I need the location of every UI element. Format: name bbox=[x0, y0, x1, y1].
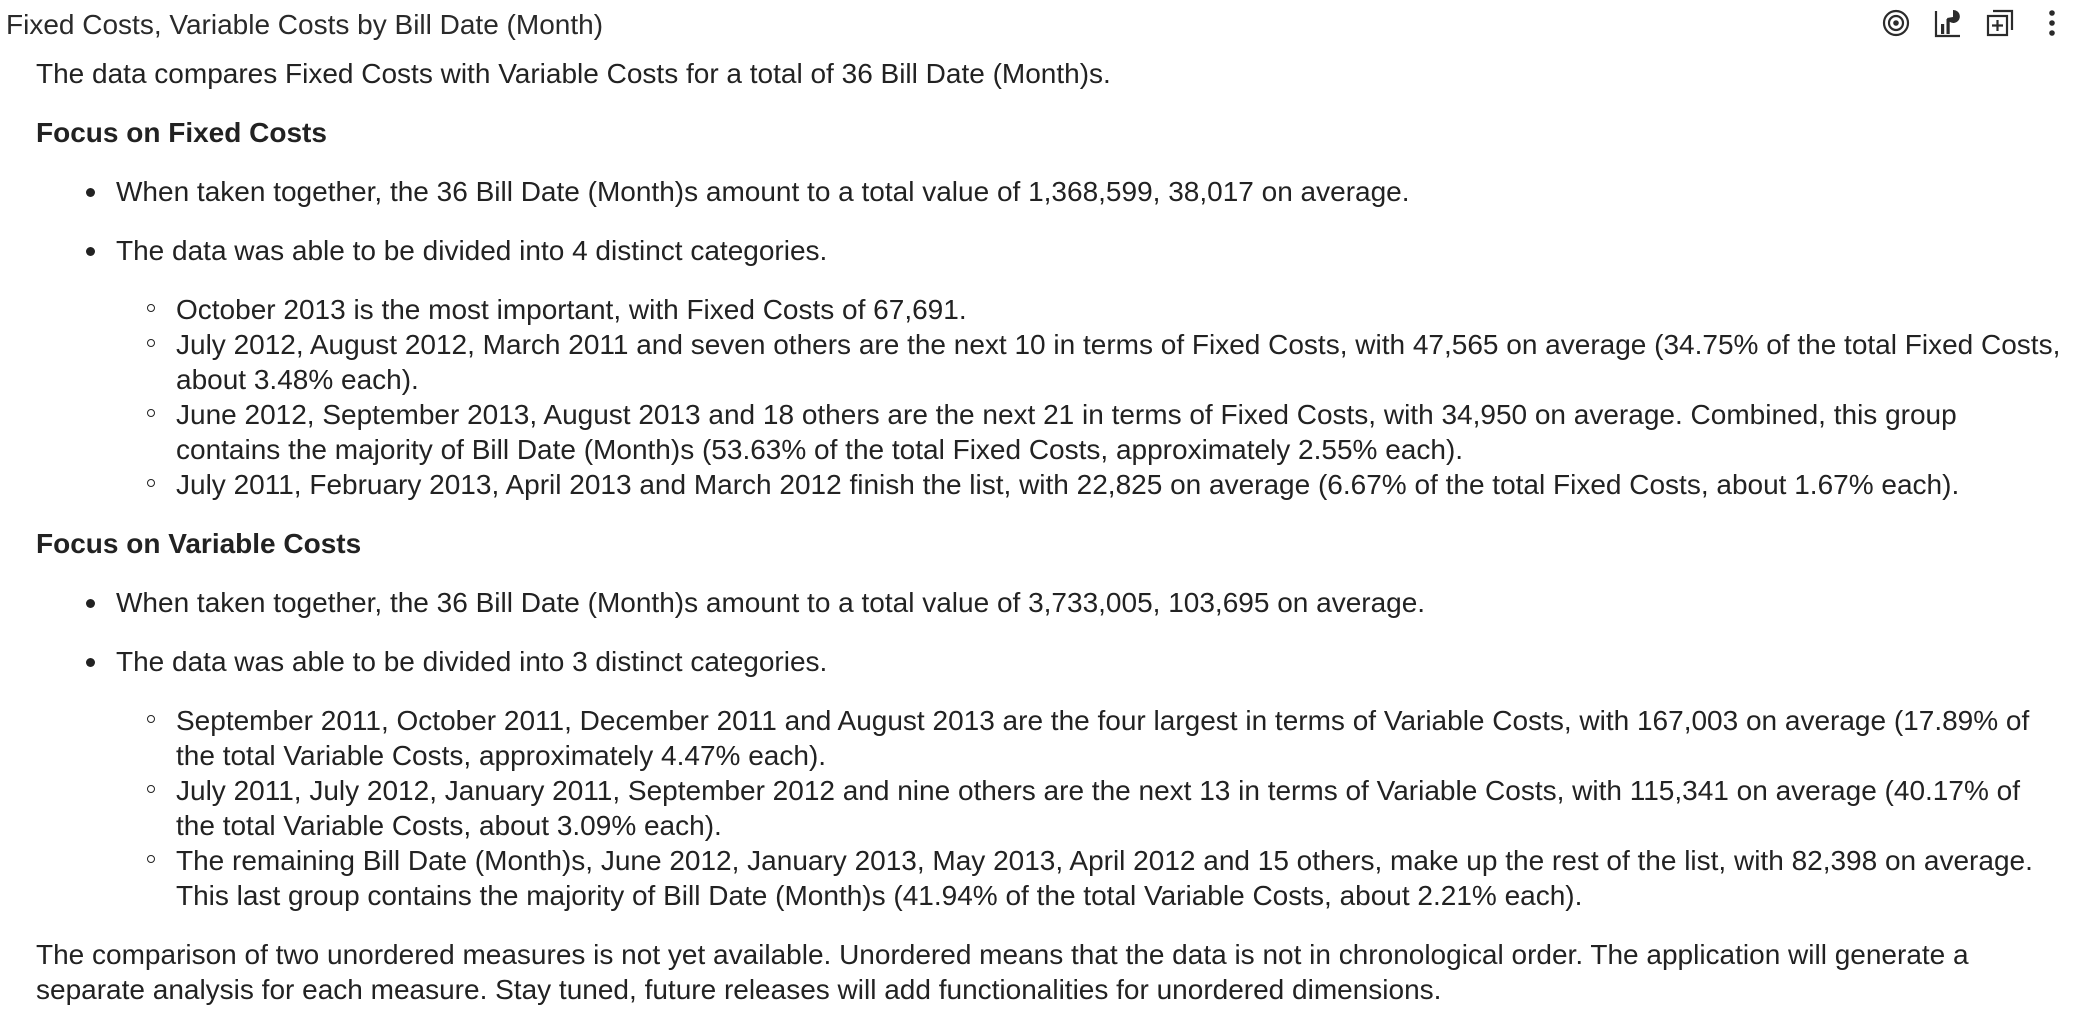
fixed-costs-list bbox=[36, 174, 2066, 502]
variable-categories-intro: The data was able to be divided into 3 distinct categories. bbox=[116, 646, 828, 677]
chart-explore-button[interactable] bbox=[1932, 6, 1964, 40]
bullet-icon bbox=[86, 188, 95, 197]
category-item bbox=[176, 703, 2066, 773]
category-item bbox=[176, 292, 2066, 327]
category-item bbox=[176, 773, 2066, 843]
hollow-bullet-icon bbox=[147, 855, 155, 863]
add-to-canvas-button[interactable] bbox=[1984, 6, 2016, 40]
category-item bbox=[176, 843, 2066, 913]
category-item bbox=[176, 467, 2066, 502]
more-options-button[interactable] bbox=[2036, 6, 2068, 40]
hollow-bullet-icon bbox=[147, 715, 155, 723]
more-options-icon bbox=[2046, 8, 2058, 38]
hollow-bullet-icon bbox=[147, 339, 155, 347]
fixed-total-text: When taken together, the 36 Bill Date (Month)s amount to a total value of 1,368,599, 38,017 on average. bbox=[116, 176, 1410, 207]
list-item bbox=[116, 585, 2066, 620]
hollow-bullet-icon bbox=[147, 785, 155, 793]
category-item bbox=[176, 327, 2066, 397]
footer-note: The comparison of two unordered measures is not yet available. Unordered means that the data is not in chronological order. The application will generate a separate analysis for each measure. Stay tuned, future releases will add functionalities for unordered dimensions. bbox=[36, 939, 1969, 1005]
category-text: The remaining Bill Date (Month)s, June 2012, January 2013, May 2013, April 2012 and 15 others, make up the rest of the list, with 82,398 on average. This last group contains the majority of Bill Date (Month)s (41.94% of the total Variable Costs, about 2.21% each). bbox=[176, 845, 2033, 911]
variable-costs-list bbox=[36, 585, 2066, 913]
variable-total-text: When taken together, the 36 Bill Date (Month)s amount to a total value of 3,733,005, 103,695 on average. bbox=[116, 587, 1426, 618]
panel-title: Fixed Costs, Variable Costs by Bill Date (Month) bbox=[6, 9, 604, 40]
list-item bbox=[116, 644, 2066, 913]
target-icon bbox=[1881, 8, 1911, 38]
category-text: October 2013 is the most important, with Fixed Costs of 67,691. bbox=[176, 294, 967, 325]
category-text: September 2011, October 2011, December 2011 and August 2013 are the four largest in terms of Variable Costs, with 167,003 on average (17.89% of the total Variable Costs, approximately 4.47% each). bbox=[176, 705, 2030, 771]
list-item bbox=[116, 174, 2066, 209]
category-text: June 2012, September 2013, August 2013 and 18 others are the next 21 in terms of Fixed Costs, with 34,950 on average. Combined, this group contains the majority of Bill Date (Month)s (53.63% of the total Fixed Costs, approximately 2.55% each). bbox=[176, 399, 1957, 465]
panel-toolbar bbox=[1880, 6, 2068, 40]
category-text: July 2012, August 2012, March 2011 and seven others are the next 10 in terms of Fixed Costs, with 47,565 on average (34.75% of the total Fixed Costs, about 3.48% each). bbox=[176, 329, 2061, 395]
fixed-categories-list bbox=[116, 292, 2066, 502]
chart-explore-icon bbox=[1933, 7, 1963, 39]
hollow-bullet-icon bbox=[147, 479, 155, 487]
category-item bbox=[176, 397, 2066, 467]
variable-categories-list bbox=[116, 703, 2066, 913]
add-to-canvas-icon bbox=[1985, 8, 2015, 38]
hollow-bullet-icon bbox=[147, 304, 155, 312]
target-button[interactable] bbox=[1880, 6, 1912, 40]
category-text: July 2011, July 2012, January 2011, September 2012 and nine others are the next 13 in terms of Variable Costs, with 115,341 on average (40.17% of the total Variable Costs, about 3.09% each). bbox=[176, 775, 2020, 841]
list-item bbox=[116, 233, 2066, 502]
bullet-icon bbox=[86, 599, 95, 608]
intro-text: The data compares Fixed Costs with Variable Costs for a total of 36 Bill Date (Month)s. bbox=[36, 58, 1111, 89]
bullet-icon bbox=[86, 658, 95, 667]
narrative-content bbox=[36, 56, 2066, 1007]
variable-costs-heading: Focus on Variable Costs bbox=[36, 528, 362, 559]
bullet-icon bbox=[86, 247, 95, 256]
panel-header bbox=[0, 0, 2082, 50]
hollow-bullet-icon bbox=[147, 409, 155, 417]
fixed-costs-heading: Focus on Fixed Costs bbox=[36, 117, 327, 148]
fixed-categories-intro: The data was able to be divided into 4 distinct categories. bbox=[116, 235, 828, 266]
category-text: July 2011, February 2013, April 2013 and March 2012 finish the list, with 22,825 on average (6.67% of the total Fixed Costs, about 1.67% each). bbox=[176, 469, 1960, 500]
